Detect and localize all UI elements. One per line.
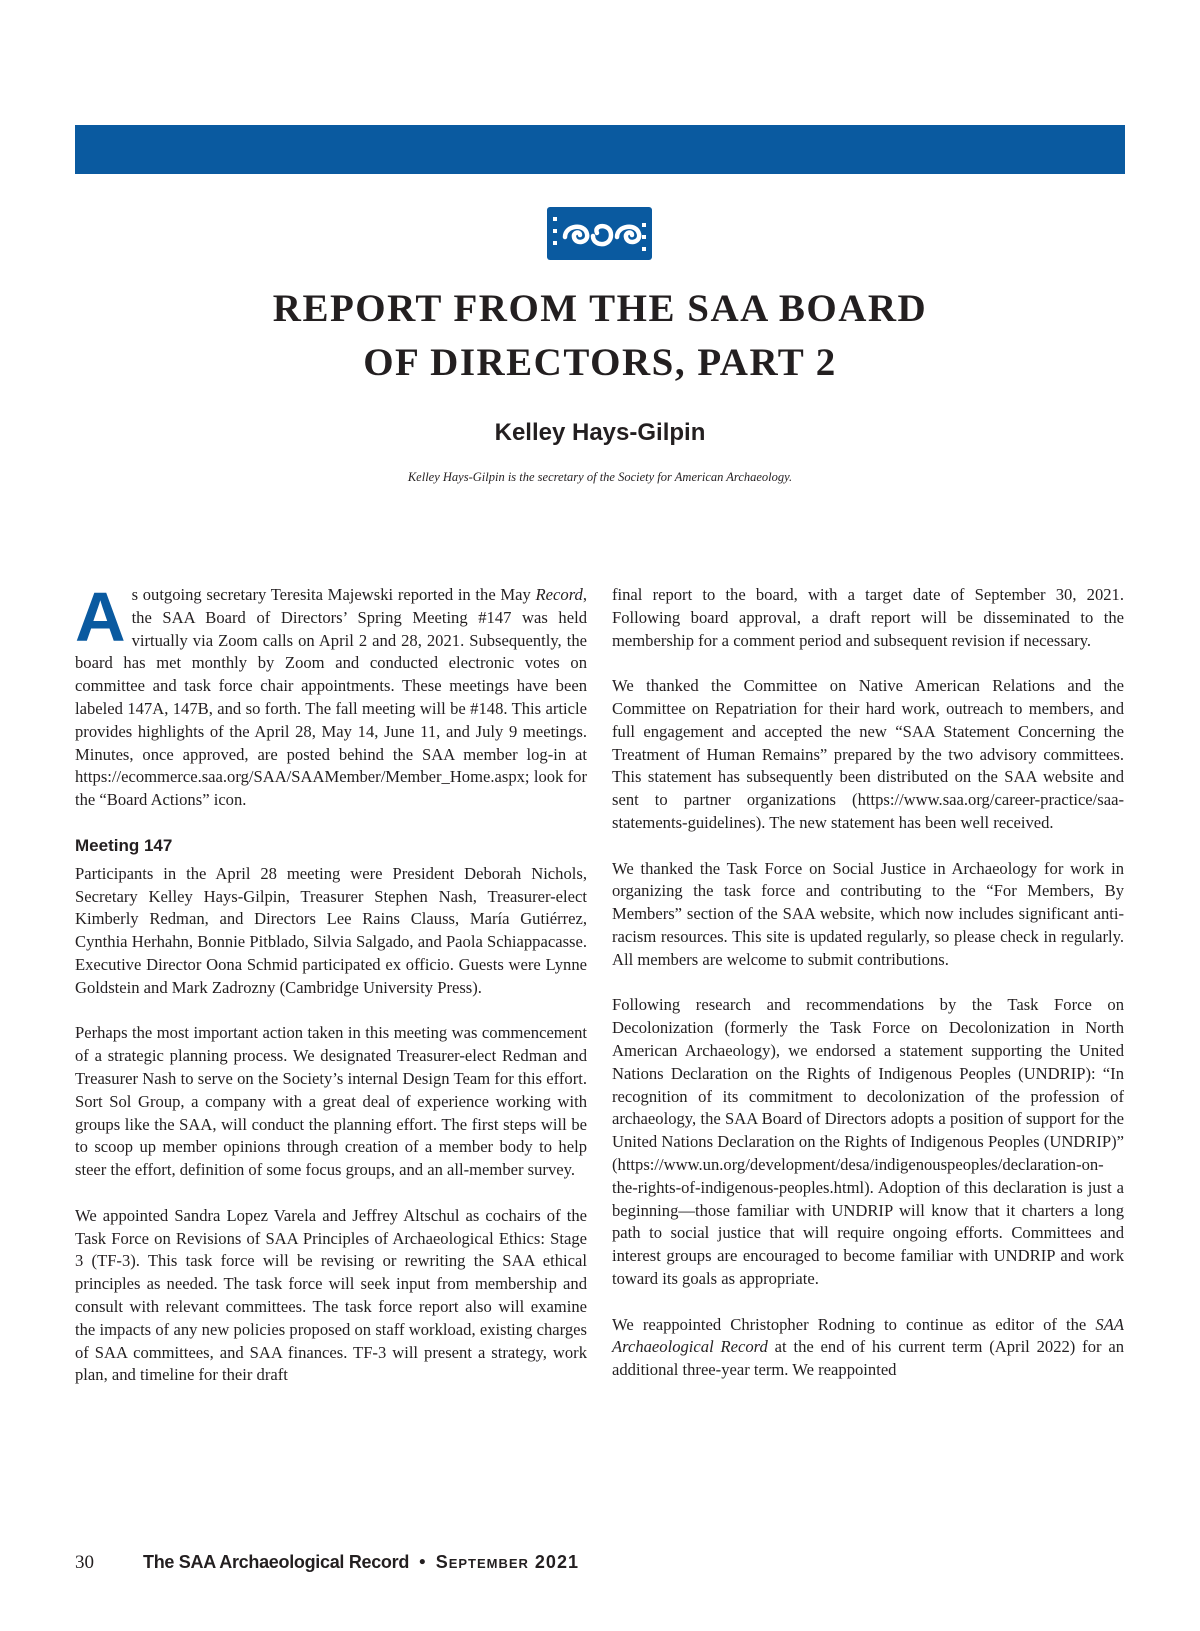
footer-journal-title: The SAA Archaeological Record [143,1552,410,1572]
paragraph-editor-reappointment: We reappointed Christopher Rodning to continue as editor of the SAA Archaeological Record at the end of his current term (April 2022) for an additional three-year term. We reappointed [612,1314,1125,1380]
title-line-1: REPORT FROM THE SAA BOARD [272,287,928,330]
author-affiliation: Kelley Hays-Gilpin is the secretary of the Society for American Archaeology. [407,470,793,484]
right-column [612,584,1124,1382]
page-footer [75,1552,579,1582]
paragraph-repatriation: We thanked the Committee on Native American Relations and the Committee on Repatriation for their hard work, outreach to members, and full engagement and accepted the new “SAA Statement Concerning the Treatment of Human Remains” prepared by the two advisory committees. This statement has subsequently been distributed on the SAA website and sent to partner organizations (https://www.saa.org/career-practice/saa-statements-guidelines). The new statement has been well received. [612,676,1124,832]
footer-issue-date: September 2021 [435,1552,579,1572]
title-line-2: OF DIRECTORS, PART 2 [363,341,837,384]
page-number: 30 [75,1552,94,1573]
saa-spiral-logo-icon [547,207,652,260]
paragraph-continued: final report to the board, with a target date of September 30, 2021. Following board approval, a draft report will be disseminated to the membership for a comment period and subsequent revision if necessary. [612,585,1124,650]
paragraph-social-justice: We thanked the Task Force on Social Justice in Archaeology for work in organizing the task force and contributing to the “For Members, By Members” section of the SAA website, which now includes significant anti-racism resources. This site is updated regularly, so please check in regularly. All members are welcome to submit contributions. [612,858,1124,969]
intro-paragraph: As outgoing secretary Teresita Majewski reported in the May Record, the SAA Board of Directors’ Spring Meeting #147 was held virtually via Zoom calls on April 2 and 28, 2021. Subsequently, the board has met monthly by Zoom and conducted electronic votes on committee and task force chair appointments. These meetings have been labeled 147A, 147B, and so forth. The fall meeting will be #148. This article provides highlights of the April 28, May 14, June 11, and July 9 meetings. Minutes, once approved, are posted behind the SAA member log-in at https://ecommerce.saa.org/SAA/SAAMember/Member_Home.aspx; look for the “Board Actions” icon. [75,578,587,810]
section-heading-meeting-147: Meeting 147 [75,835,173,855]
author-name: Kelley Hays-Gilpin [494,419,706,446]
paragraph-ethics-task-force: We appointed Sandra Lopez Varela and Jeffrey Altschul as cochairs of the Task Force on Revisions of SAA Principles of Archaeological Ethics: Stage 3 (TF-3). This task force will be revising or rewriting the SAA ethical principles as needed. The task force will seek input from membership and consult with relevant committees. The task force report also will examine the impacts of any new policies proposed on staff workload, existing charges of SAA committees, and SAA finances. TF-3 will present a strategy, work plan, and timeline for their draft [75,1205,587,1385]
drop-cap: A [75,578,126,656]
footer-bullet: • [419,1552,426,1573]
paragraph-participants: Participants in the April 28 meeting were President Deborah Nichols, Secretary Kelley Hays-Gilpin, Treasurer Stephen Nash, Treasurer-elect Kimberly Redman, and Directors Lee Rains Clauss, María Gutiérrez, Cynthia Herhahn, Bonnie Pitblado, Silvia Salgado, and Paola Schiappacasse. Executive Director Oona Schmid participated ex officio. Guests were Lynne Goldstein and Mark Zadrozny (Cambridge University Press). [75,863,587,997]
left-column [75,578,587,1387]
header-band [75,125,1125,174]
paragraph-strategic-planning: Perhaps the most important action taken in this meeting was commencement of a strategic planning process. We designated Treasurer-elect Redman and Treasurer Nash to serve on the Society’s internal Design Team for this effort. Sort Sol Group, a company with a great deal of experience working with groups like the SAA, will conduct the planning effort. The first steps will be to scoop up member opinions through creation of a member body to help steer the effort, definition of some focus groups, and an all-member survey. [75,1023,587,1180]
paragraph-undrip: Following research and recommendations by the Task Force on Decolonization (formerly the Task Force on Decolonization in North American Archaeology), we endorsed a statement supporting the United Nations Declaration on the Rights of Indigenous Peoples (UNDRIP): “In recognition of its commitment to decolonization of the profession of archaeology, the SAA Board of Directors adopts a position of support for the United Nations Declaration on the Rights of Indigenous Peoples (UNDRIP)” (https://www.un.org/development/desa/indigenouspeoples/declaration-on-the-rights-of-indigenous-peoples.html). Adoption of this declaration is just a beginning—those familiar with UNDRIP will know that it charters a long path to social justice that will require ongoing efforts. Committees and interest groups are encouraged to become familiar with UNDRIP and work toward its goals as appropriate. [612,995,1124,1288]
article-title [100,282,1100,390]
